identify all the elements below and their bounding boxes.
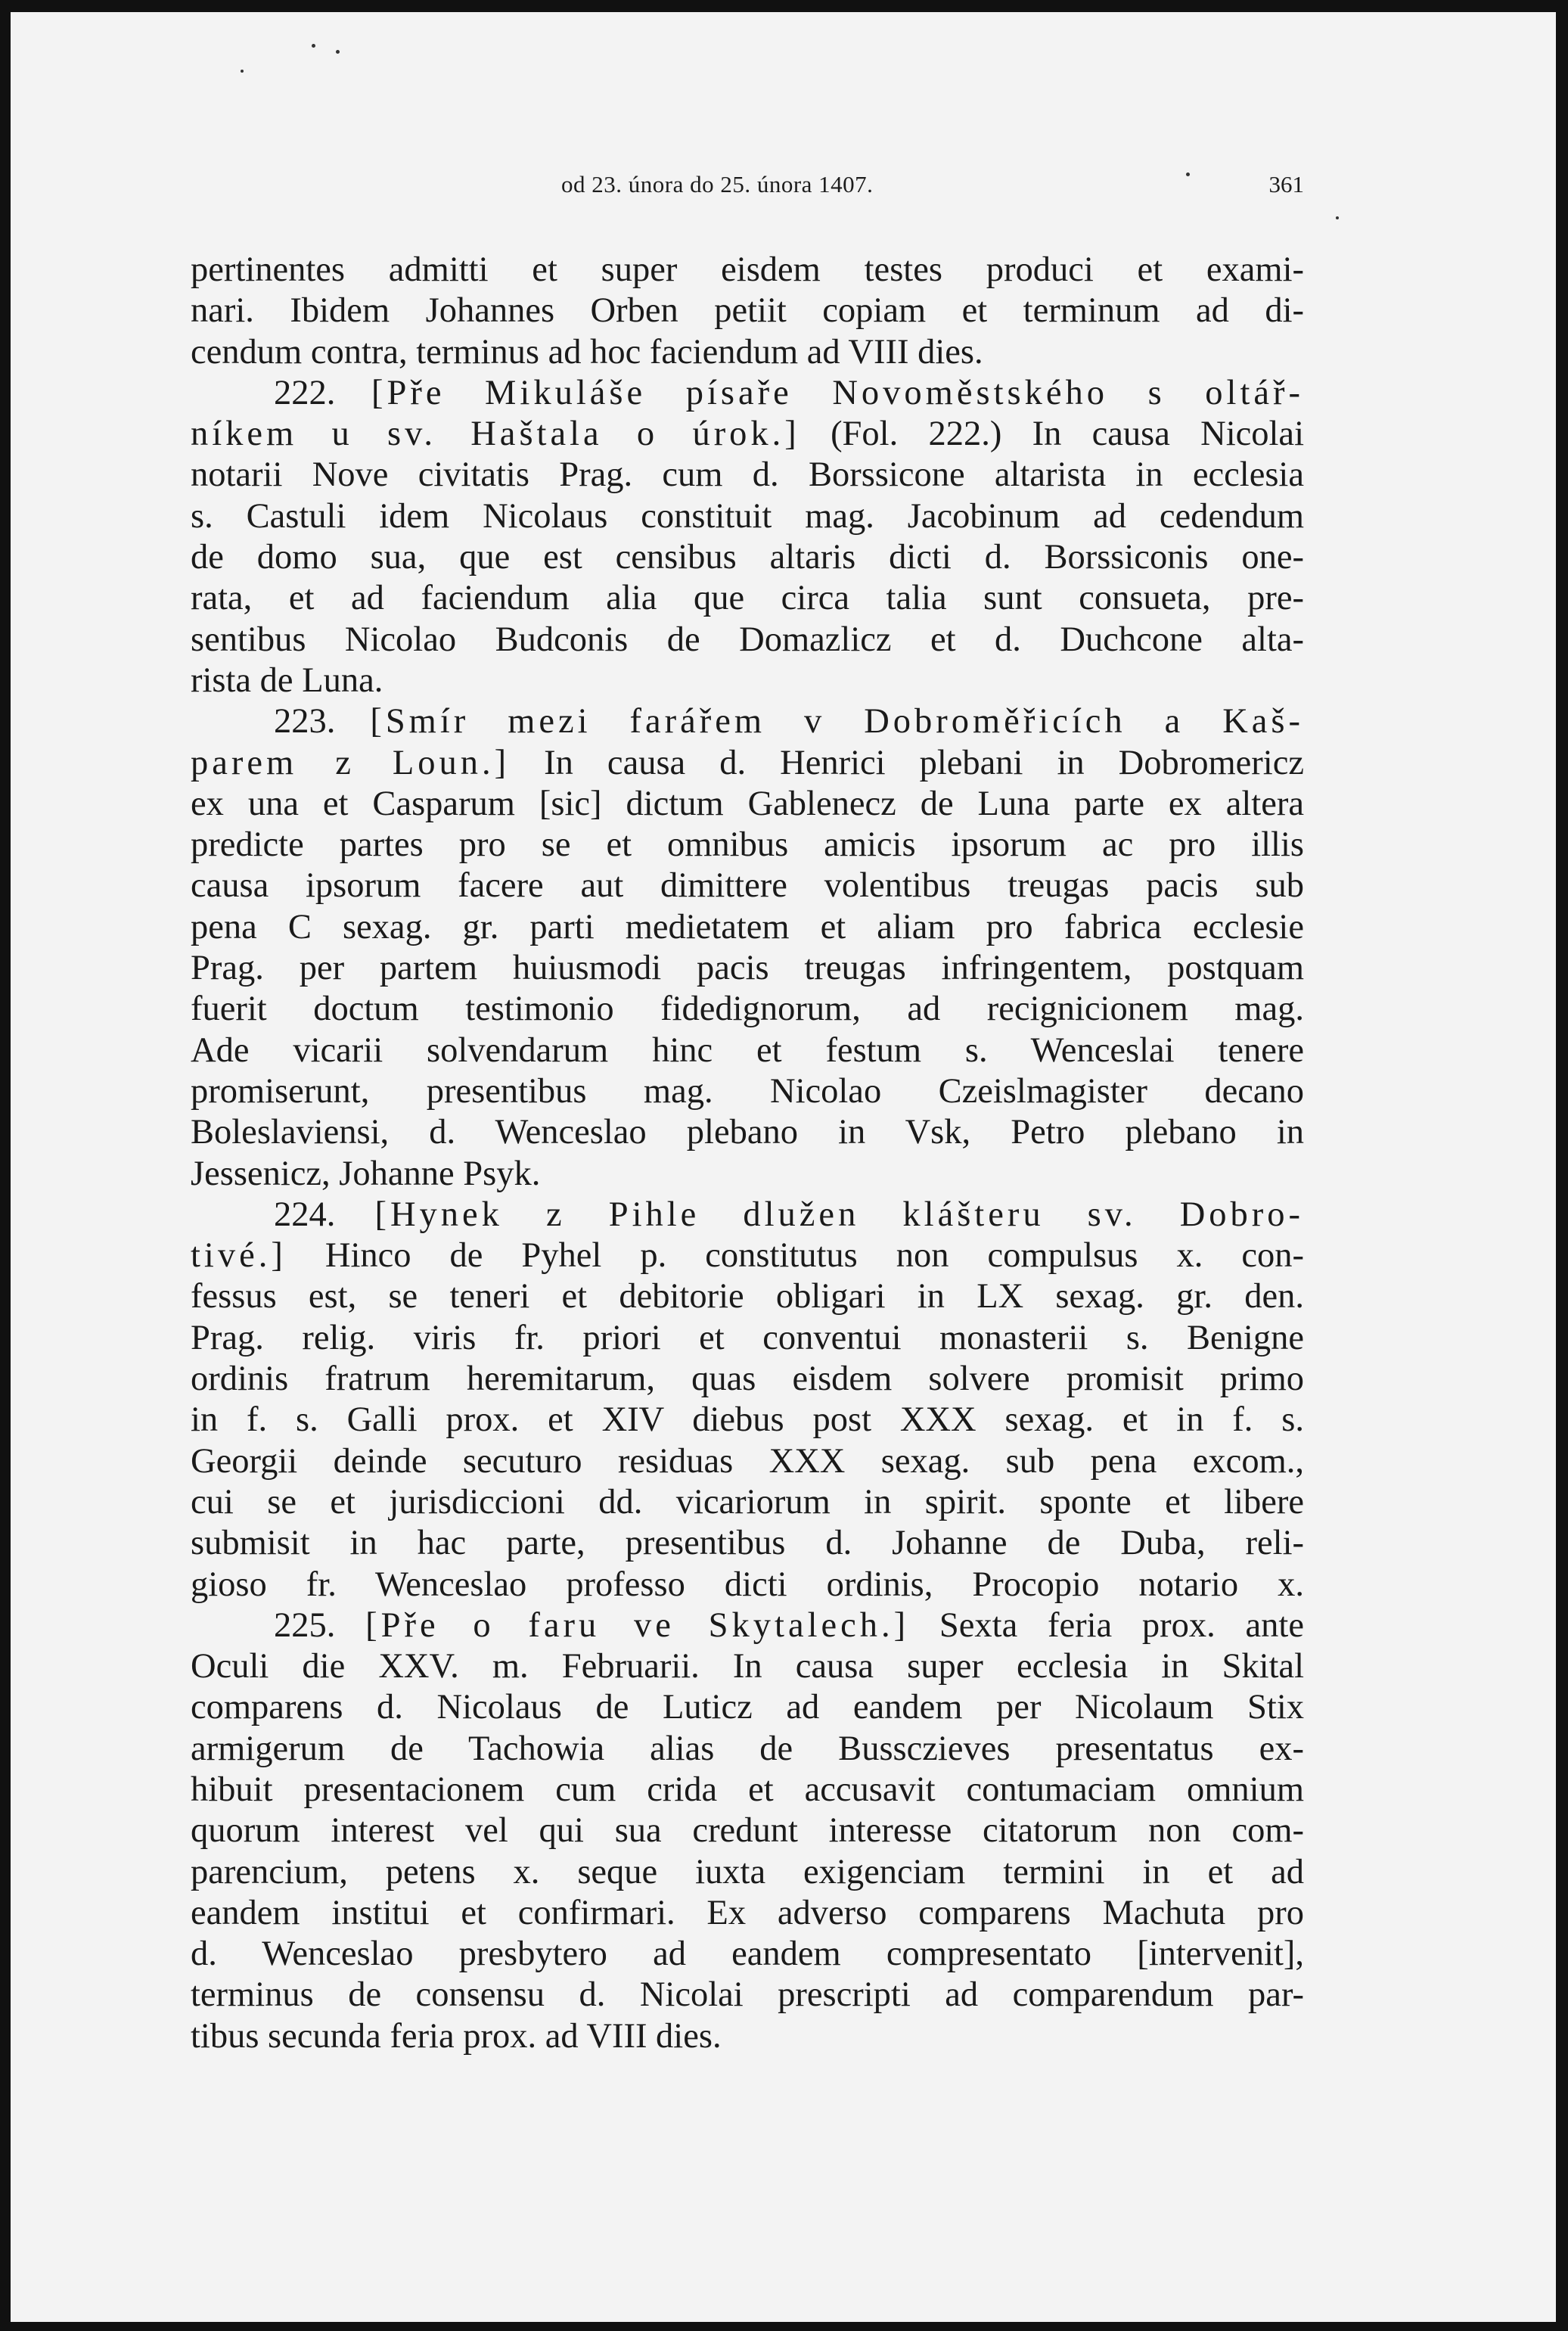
text-line: sentibus Nicolao Budconis de Domazlicz et d. Duchcone alta-: [191, 620, 1304, 659]
text-line: d. Wenceslao presbytero ad eandem compresentato [intervenit],: [191, 1935, 1304, 1974]
text-line: hibuit presentacionem cum crida et accusavit contumaciam omnium: [191, 1770, 1304, 1809]
text-line: terminus de consensu d. Nicolai prescripti ad comparendum par-: [191, 1975, 1304, 2015]
entry-222-heading: 222. [Pře Mikuláše písaře Novoměstského s oltář-: [274, 373, 1304, 412]
text-line: Oculi die XXV. m. Februarii. In causa super ecclesia in Skital: [191, 1647, 1304, 1686]
text-line: quorum interest vel qui sua credunt interesse citatorum non com-: [191, 1811, 1304, 1851]
text-line: predicte partes pro se et omnibus amicis ipsorum ac pro illis: [191, 825, 1304, 865]
text-line: parem z Loun.] In causa d. Henrici plebani in Dobromericz: [191, 743, 1304, 782]
text-line: submisit in hac parte, presentibus d. Johanne de Duba, reli-: [191, 1524, 1304, 1563]
text-line: Prag. relig. viris fr. priori et conventui monasterii s. Benigne: [191, 1318, 1304, 1357]
scan-speck: [1336, 216, 1339, 219]
scan-speck: [312, 44, 315, 48]
scan-edge-top: [0, 0, 1568, 12]
text-line: notarii Nove civitatis Prag. cum d. Borssicone altarista in ecclesia: [191, 455, 1304, 495]
entry-223-heading: 223. [Smír mezi farářem v Dobroměřicích a Kaš-: [274, 702, 1304, 741]
scan-speck: [336, 50, 340, 54]
entry-225-heading: 225. [Pře o faru ve Skytalech.] Sexta feria prox. ante: [274, 1605, 1304, 1645]
text-line: Jessenicz, Johanne Psyk.: [191, 1154, 541, 1193]
text-line: cui se et jurisdiccioni dd. vicariorum in spirit. sponte et libere: [191, 1482, 1304, 1521]
text-line: rata, et ad faciendum alia que circa talia sunt consueta, pre-: [191, 579, 1304, 618]
text-line: rista de Luna.: [191, 660, 383, 700]
text-line: fessus est, se teneri et debitorie obligari in LX sexag. gr. den.: [191, 1277, 1304, 1316]
text-line: Prag. per partem huiusmodi pacis treugas infringentem, postquam: [191, 949, 1304, 988]
text-line: causa ipsorum facere aut dimittere volentibus treugas pacis sub: [191, 866, 1304, 906]
scan-speck: [241, 70, 244, 73]
scan-edge-left: [0, 0, 11, 2331]
text-line: nari. Ibidem Johannes Orben petiit copiam et terminum ad di-: [191, 291, 1304, 331]
page-header: [191, 171, 1304, 206]
text-line: gioso fr. Wenceslao professo dicti ordinis, Procopio notario x.: [191, 1565, 1304, 1604]
text-line: níkem u sv. Haštala o úrok.] (Fol. 222.) In causa Nicolai: [191, 415, 1304, 454]
text-line: parencium, petens x. seque iuxta exigenciam termini in et ad: [191, 1852, 1304, 1891]
text-line: pertinentes admitti et super eisdem testes produci et exami-: [191, 250, 1304, 289]
text-line: s. Castuli idem Nicolaus constituit mag. Jacobinum ad cedendum: [191, 496, 1304, 536]
running-head: od 23. února do 25. února 1407.: [561, 171, 874, 197]
text-line: de domo sua, que est censibus altaris dicti d. Borssiconis one-: [191, 538, 1304, 577]
text-line: Boleslaviensi, d. Wenceslao plebano in Vsk, Petro plebano in: [191, 1113, 1304, 1152]
entry-224-heading: 224. [Hynek z Pihle dlužen klášteru sv. Dobro-: [274, 1195, 1304, 1234]
text-line: tibus secunda feria prox. ad VIII dies.: [191, 2016, 722, 2056]
scan-edge-right: [1556, 0, 1568, 2331]
text-line: ex una et Casparum [sic] dictum Gablenecz de Luna parte ex altera: [191, 784, 1304, 823]
text-line: comparens d. Nicolaus de Luticz ad eandem per Nicolaum Stix: [191, 1688, 1304, 1727]
text-line: pena C sexag. gr. parti medietatem et aliam pro fabrica ecclesie: [191, 907, 1304, 946]
text-line: in f. s. Galli prox. et XIV diebus post XXX sexag. et in f. s.: [191, 1400, 1304, 1440]
text-line: fuerit doctum testimonio fidedignorum, ad recignicionem mag.: [191, 990, 1304, 1029]
text-line: tivé.] Hinco de Pyhel p. constitutus non compulsus x. con-: [191, 1236, 1304, 1276]
page-number: 361: [1268, 171, 1304, 197]
text-line: armigerum de Tachowia alias de Bussczieves presentatus ex-: [191, 1729, 1304, 1768]
text-line: ordinis fratrum heremitarum, quas eisdem solvere promisit primo: [191, 1360, 1304, 1399]
text-line: promiserunt, presentibus mag. Nicolao Czeislmagister decano: [191, 1071, 1304, 1111]
text-line: eandem institui et confirmari. Ex adverso comparens Machuta pro: [191, 1893, 1304, 1932]
scan-edge-bottom: [0, 2322, 1568, 2331]
text-line: cendum contra, terminus ad hoc faciendum ad VIII dies.: [191, 332, 983, 371]
text-line: Georgii deinde secuturo residuas XXX sexag. sub pena excom.,: [191, 1441, 1304, 1481]
body-text: [191, 250, 1304, 2057]
text-line: Ade vicarii solvendarum hinc et festum s. Wenceslai tenere: [191, 1030, 1304, 1070]
